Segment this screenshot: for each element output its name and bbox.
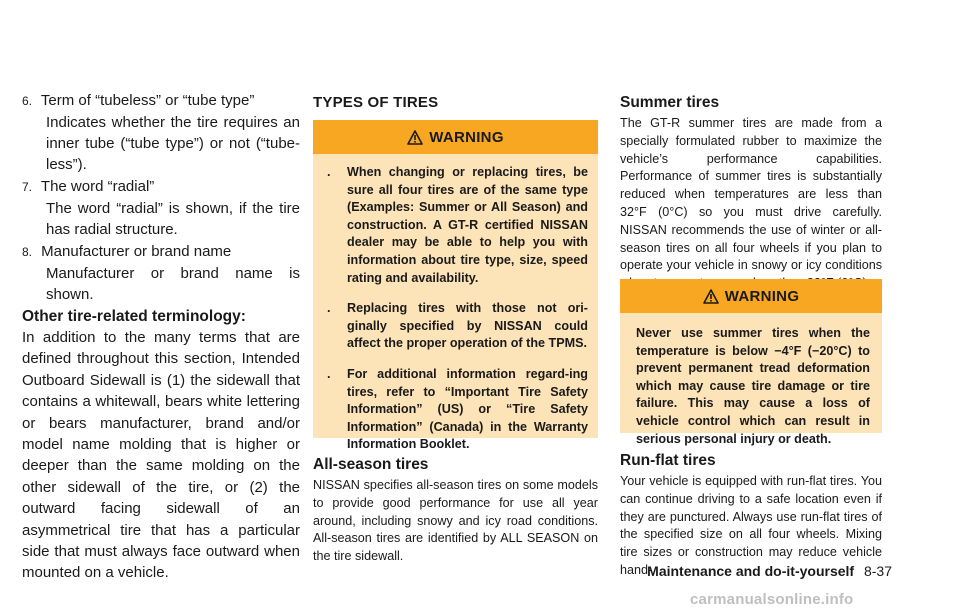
item-number: 7. (22, 180, 33, 194)
warning-text: Never use summer tires when the temperature is below −4°F (−20°C) to prevent permanent tread deformation which may cause tire damage or tire failure. This may cause a loss of vehicle control which can result in serious personal injury or death. (636, 326, 870, 446)
all-season-text: NISSAN specifies all-season tires on some models to provide good performance for use all year around, including snowy and icy road conditions. All-season tires are identified by ALL SEASON on the tire sidewall. (313, 478, 598, 564)
warning-banner (620, 279, 882, 313)
summer-tires-text: The GT-R summer tires are made from a specially formulated rubber to maximize the vehicle’s performance capabilities. Performance of summer tires is substantially reduced when temperatures are less than 32°F (0°C) so you must drive carefully. NISSAN recommends the use of winter or all-season tires on all four wheels if you plan to operate your vehicle in snowy or icy conditions (620, 116, 882, 273)
item-number: 8. (22, 245, 33, 259)
terminology-paragraph: In addition to the many terms that are defined throughout this section, Intended Outboard Sidewall is (1) the sidewall that contains a whitewall, bears white lettering or bears manufacturer, brand and/or model name molding that is higher or deeper than the same molding on the other sidewall of the tire, or (2) the outward facing sidewall of an asymmetrical tire that has a particular side that must always face outward when mounted on a vehicle. (22, 329, 300, 582)
numbered-item-8 (22, 241, 300, 263)
page-footer (630, 563, 892, 579)
warning-item: . For additional information regard-ing tires, refer to “Important Tire Safety Information” (US) or “Tire Safety Information” (Canada) in the Warranty Information Booklet. (327, 366, 588, 452)
warning-box-summer (620, 279, 882, 446)
warning-box-tire-types (313, 120, 598, 452)
watermark: carmanualsonline.info (690, 591, 854, 608)
warning-triangle-icon (407, 130, 423, 145)
summer-tires-heading: Summer tires (620, 94, 720, 111)
item-number: 6. (22, 94, 33, 108)
all-season-heading: All-season tires (313, 456, 429, 473)
numbered-item-7 (22, 176, 300, 198)
item-title: Term of “tubeless” or “tube type” (40, 92, 255, 109)
warning-triangle-icon (703, 289, 719, 304)
warning-item: . Replacing tires with those not ori-ginally specified by NISSAN could affect the proper operation of the TPMS. (327, 301, 588, 351)
warning-list (313, 154, 598, 464)
footer-section-title: Maintenance and do-it-yourself (647, 563, 855, 579)
item-description: Indicates whether the tire requires an inner tube (“tube type”) or not (“tube-less”). (46, 114, 300, 173)
numbered-item-6 (22, 90, 300, 112)
item-description: Manufacturer or brand name is shown. (46, 265, 300, 303)
warning-banner (313, 120, 598, 154)
item-title: The word “radial” (40, 178, 155, 195)
run-flat-heading: Run-flat tires (620, 452, 716, 469)
other-terminology-heading: Other tire-related terminology: (22, 308, 246, 325)
item-title: Manufacturer or brand name (41, 243, 232, 260)
warning-label: WARNING (724, 287, 800, 305)
run-flat-text: Your vehicle is equipped with run-flat tires. You can continue driving to a safe location even if they are punctured. Always use run-flat tires of the specified size on all four wheels. Mixing tire sizes or construction may reduce vehicle hand- (620, 474, 882, 577)
warning-item: . When changing or replacing tires, be sure all four tires are of the same type (Examples: Summer or All Season) and construction. A GT-R certified NISSAN dealer may be able to help you with information about tire type, size, speed rating and availability. (327, 165, 588, 285)
warning-label: WARNING (429, 128, 504, 146)
footer-page-number: 8-37 (863, 563, 892, 579)
types-of-tires-heading: TYPES OF TIRES (313, 94, 439, 111)
item-description: The word “radial” is shown, if the tire has radial structure. (46, 200, 300, 238)
